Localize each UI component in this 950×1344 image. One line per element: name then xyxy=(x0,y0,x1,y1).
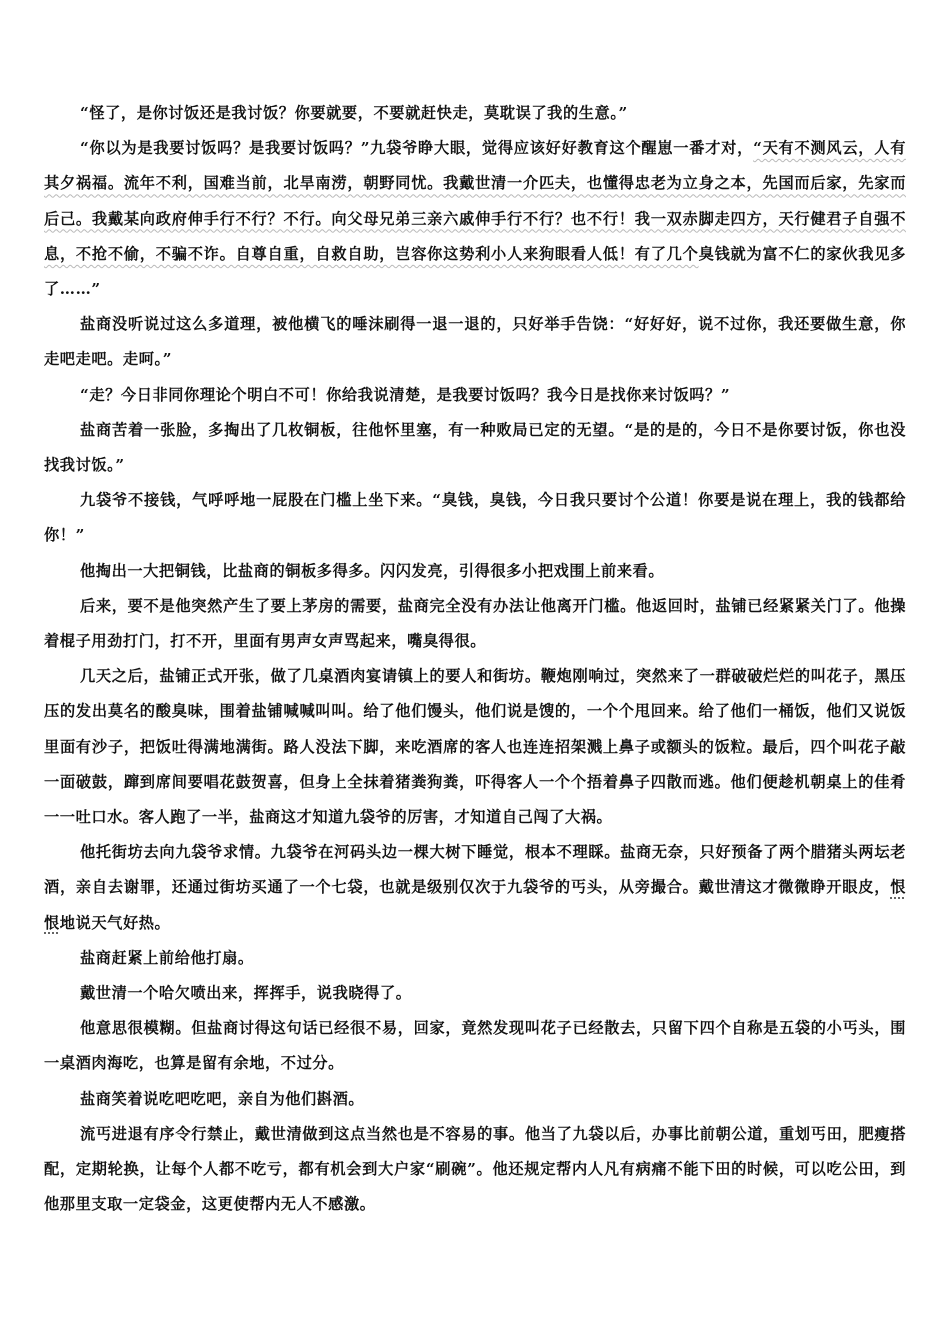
paragraph-9: 几天之后，盐铺正式开张，做了几桌酒肉宴请镇上的要人和街坊。鞭炮刚响过，突然来了一群破破烂烂的叫花子，黑压压的发出莫名的酸臭味，围着盐铺喊喊叫叫。给了他们馒头，他们说是馊的，一个个甩回来。给了他们一桶饭，他们又说饭里面有沙子，把饭吐得满地满街。路人没法下脚，来吃酒席的客人也连连招架溅上鼻子或额头的饭粒。最后，四个叫花子敲一面破鼓，蹿到席间要唱花鼓贺喜，但身上全抹着猪粪狗粪，吓得客人一个个捂着鼻子四散而逃。他们便趁机朝桌上的佳肴一一吐口水。客人跑了一半，盐商这才知道九袋爷的厉害，才知道自己闯了大祸。 xyxy=(44,667,906,827)
paragraph-12: 戴世清一个哈欠喷出来，挥挥手，说我晓得了。 xyxy=(80,984,412,1003)
paragraph-8: 后来，要不是他突然产生了要上茅房的需要，盐商完全没有办法让他离开门槛。他返回时，盐铺已经紧紧关门了。他操着棍子用劲打门，打不开，里面有男声女声骂起来，嘴臭得很。 xyxy=(44,596,906,651)
paragraph-6: 九袋爷不接钱，气呼呼地一屁股在门槛上坐下来。“臭钱，臭钱，今日我只要讨个公道！你要是说在理上，我的钱都给你！” xyxy=(44,491,906,545)
paragraph-15: 流丐进退有序令行禁止，戴世清做到这点当然也是不容易的事。他当了九袋以后，办事比前朝公道，重划丐田，肥瘦搭配，定期轮换，让每个人都不吃亏，都有机会到大户家“刷碗”。他还规定帮内人凡有病痛不能下田的时候，可以吃公田，到他那里支取一定袋金，这更使帮内无人不感激。 xyxy=(44,1124,906,1214)
dotted-underlined-word: 恨恨 xyxy=(44,878,906,932)
paragraph-7: 他掏出一大把铜钱，比盐商的铜板多得多。闪闪发亮，引得很多小把戏围上前来看。 xyxy=(80,561,665,580)
paragraph-10 xyxy=(44,835,906,941)
paragraph-10-lead: 他托街坊去向九袋爷求情。九袋爷在河码头边一棵大树下睡觉，根本不理睬。盐商无奈，只好预备了两个腊猪头两坛老酒，亲自去谢罪，还通过街坊买通了一个七袋，也就是级别仅次于九袋爷的丐头，从旁撮合。戴世清这才微微睁开眼皮， xyxy=(44,843,906,897)
paragraph-2-tail: 臭钱就为富不仁的家伙我见多了……” xyxy=(44,244,906,299)
paragraph-3: 盐商没听说过这么多道理，被他横飞的唾沫刷得一退一退的，只好举手告饶：“好好好，说不过你，我还要做生意，你走吧走吧。走呵。” xyxy=(44,315,906,369)
paragraph-1: “怪了，是你讨饭还是我讨饭？你要就要，不要就赶快走，莫耽误了我的生意。” xyxy=(80,104,628,122)
paragraph-2-lead: “你以为是我要讨饭吗？是我要讨饭吗？”九袋爷睁大眼，觉得应该好好教育这个醒崽一番才对， xyxy=(80,139,754,158)
paragraph-2 xyxy=(44,131,906,307)
wavy-underlined-quote: “天有不测风云，人有其夕祸福。流年不利，国难当前，北旱南涝，朝野同忧。我戴世清一介匹夫，也懂得忠老为立身之本，先国而后家，先家而后己。我戴某向政府伸手行不行？不行。向父母兄弟三亲六戚伸手行不行？也不行！我一双赤脚走四方，天行健君子自强不息，不抢不偷，不骗不诈。自尊自重，自救自助，岂容你这势利小人来狗眼看人低！有了几个 xyxy=(44,139,906,263)
paragraph-11: 盐商赶紧上前给他打扇。 xyxy=(80,948,254,967)
paragraph-14: 盐商笑着说吃吧吃吧，亲自为他们斟酒。 xyxy=(80,1089,365,1108)
paragraph-5: 盐商苦着一张脸，多掏出了几枚铜板，往他怀里塞，有一种败局已定的无望。“是的是的，今日不是你要讨饭，你也没找我讨饭。” xyxy=(44,420,906,475)
paragraph-10-tail: 地说天气好热。 xyxy=(59,913,171,932)
document-body xyxy=(44,96,906,1223)
paragraph-13: 他意思很模糊。但盐商讨得这句话已经很不易，回家，竟然发现叫花子已经散去，只留下四个自称是五袋的小丐头，围一桌酒肉海吃，也算是留有余地，不过分。 xyxy=(44,1019,906,1073)
paragraph-4: “走？今日非同你理论个明白不可！你给我说清楚，是我要讨饭吗？我今日是找你来讨饭吗？” xyxy=(80,385,731,404)
